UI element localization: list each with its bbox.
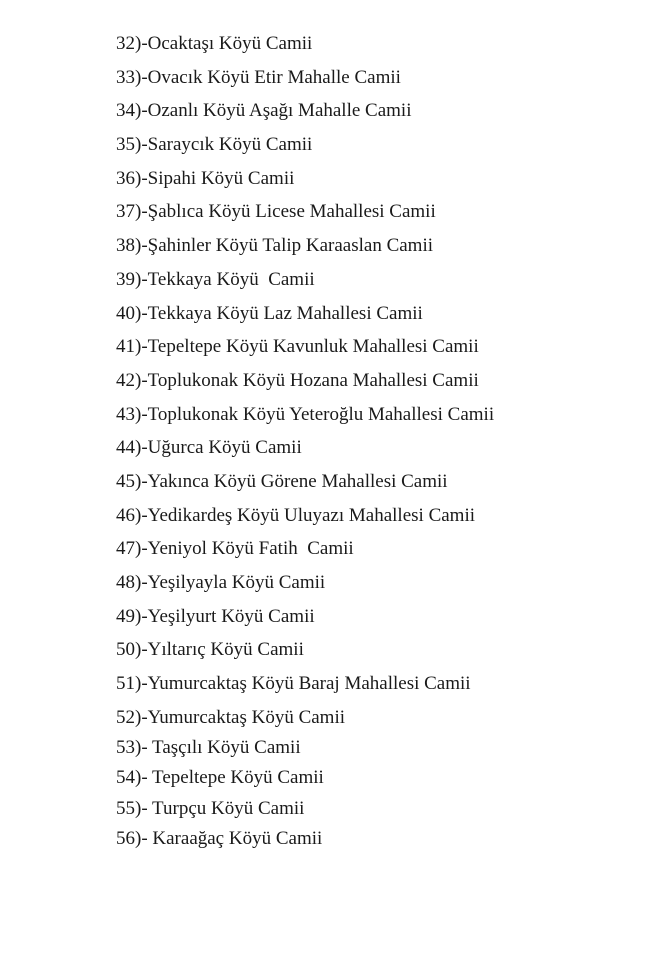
list-item: 33)-Ovacık Köyü Etir Mahalle Camii bbox=[116, 66, 401, 88]
list-item: 38)-Şahinler Köyü Talip Karaaslan Camii bbox=[116, 235, 434, 257]
list-item: 45)-Yakınca Köyü Görene Mahallesi Camii bbox=[116, 470, 448, 492]
list-item: 41)-Tepeltepe Köyü Kavunluk Mahallesi Camii bbox=[116, 336, 479, 358]
list-item: 35)-Saraycık Köyü Camii bbox=[116, 134, 313, 156]
list-item: 36)-Sipahi Köyü Camii bbox=[116, 167, 295, 189]
list-item: 44)-Uğurca Köyü Camii bbox=[116, 437, 302, 459]
list-item: 34)-Ozanlı Köyü Aşağı Mahalle Camii bbox=[116, 100, 412, 122]
list-item: 47)-Yeniyol Köyü Fatih Camii bbox=[116, 538, 354, 560]
list-item: 53)- Taşçılı Köyü Camii bbox=[116, 737, 301, 759]
list-item: 54)- Tepeltepe Köyü Camii bbox=[116, 767, 324, 789]
list-item: 49)-Yeşilyurt Köyü Camii bbox=[116, 605, 315, 627]
list-item: 39)-Tekkaya Köyü Camii bbox=[116, 268, 315, 290]
list-item: 40)-Tekkaya Köyü Laz Mahallesi Camii bbox=[116, 302, 423, 324]
list-item: 32)-Ocaktaşı Köyü Camii bbox=[116, 33, 313, 54]
mosque-list bbox=[116, 33, 494, 858]
list-item: 51)-Yumurcaktaş Köyü Baraj Mahallesi Camii bbox=[116, 673, 471, 695]
list-item: 42)-Toplukonak Köyü Hozana Mahallesi Camii bbox=[116, 369, 479, 391]
list-item: 55)- Turpçu Köyü Camii bbox=[116, 797, 305, 819]
list-item: 37)-Şablıca Köyü Licese Mahallesi Camii bbox=[116, 201, 436, 223]
list-item: 43)-Toplukonak Köyü Yeteroğlu Mahallesi Camii bbox=[116, 403, 495, 425]
list-item: 52)-Yumurcaktaş Köyü Camii bbox=[116, 706, 346, 728]
list-item: 46)-Yedikardeş Köyü Uluyazı Mahallesi Camii bbox=[116, 504, 476, 526]
list-item: 48)-Yeşilyayla Köyü Camii bbox=[116, 572, 326, 593]
list-item: 50)-Yıltarıç Köyü Camii bbox=[116, 639, 304, 661]
list-item: 56)- Karaağaç Köyü Camii bbox=[116, 827, 323, 849]
